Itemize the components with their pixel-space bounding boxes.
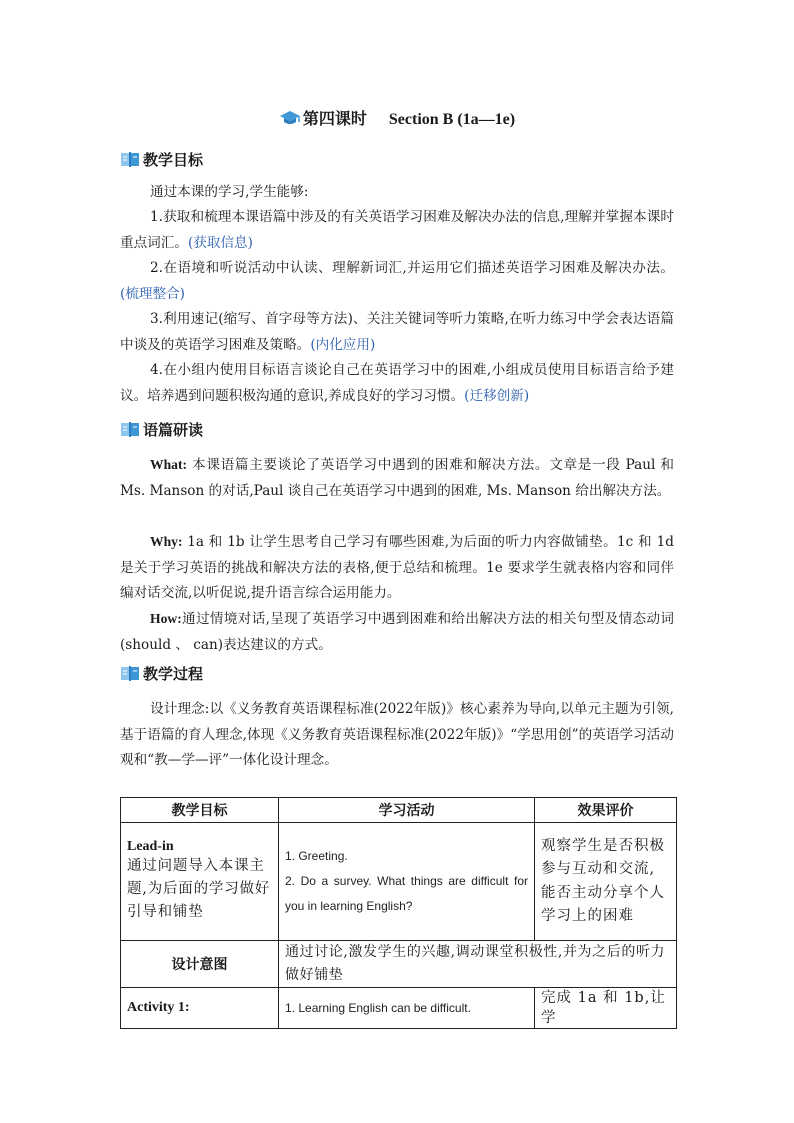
design-purpose-text: 通过讨论,激发学生的兴趣,调动课堂积极性,并为之后的听力做好铺垫 (279, 941, 677, 988)
analysis-why: Why: 1a 和 1b 让学生思考自己学习有哪些困难,为后面的听力内容做铺垫。1c 和 1d 是关于学习英语的挑战和解决方法的表格,便于总结和梳理。1e 要求学生就表格内容和同伴编对话交流,以听促说,提升语言综合运用能力。 (120, 534, 674, 602)
lead-in-activities-cell (279, 823, 535, 941)
goal-tag: (迁移创新) (464, 387, 530, 404)
table-row (121, 988, 677, 1029)
section-heading-goals (120, 148, 203, 170)
goal-item-1: 1.获取和梳理本课语篇中涉及的有关英语学习困难及解决办法的信息,理解并掌握本课时重点词汇。(获取信息) (120, 209, 674, 251)
book-icon (120, 150, 140, 168)
table-header-row (121, 798, 677, 823)
goal-item-4: 4.在小组内使用目标语言谈论自己在英语学习中的困难,小组成员使用目标语言给予建议。培养遇到问题积极沟通的意识,养成良好的学习习惯。(迁移创新) (120, 362, 674, 404)
goals-intro: 通过本课的学习,学生能够: (150, 184, 309, 200)
section-title: 教学目标 (143, 150, 204, 169)
table-header-cell: 学习活动 (279, 798, 535, 823)
table-row (121, 941, 677, 988)
goal-tag: (获取信息) (187, 234, 253, 251)
design-concept: 设计理念:以《义务教育英语课程标准(2022年版)》核心素养为导向,以单元主题为引领,基于语篇的育人理念,体现《义务教育英语课程标准(2022年版)》“学思用创”的英语学习活动观和“教—学—评”一体化设计理念。 (120, 701, 674, 769)
activity-item: 1. Learning English can be difficult. (279, 988, 535, 1029)
analysis-what: What: 本课语篇主要谈论了英语学习中遇到的困难和解决方法。文章是一段 Paul 和 Ms. Manson 的对话,Paul 谈自己在英语学习中遇到的困难, Ms. Manson 给出解决方法。 (120, 457, 674, 499)
activity-item: 1. Greeting. (285, 849, 348, 863)
lead-in-goal: 通过问题导入本课主题,为后面的学习做好引导和铺垫 (127, 858, 271, 920)
table-row (121, 823, 677, 941)
section-heading-process (120, 662, 203, 684)
goal-item-2: 2.在语境和听说活动中认读、理解新词汇,并运用它们描述英语学习困难及解决办法。(梳理整合) (120, 260, 674, 302)
activity-title: Activity 1: (121, 988, 279, 1029)
lesson-title (0, 106, 794, 130)
goal-item-3: 3.利用速记(缩写、首字母等方法)、关注关键词等听力策略,在听力练习中学会表达语篇中谈及的英语学习困难及策略。(内化应用) (120, 311, 674, 353)
design-purpose-label: 设计意图 (121, 941, 279, 988)
analysis-how: How:通过情境对话,呈现了英语学习中遇到困难和给出解决方法的相关句型及情态动词(should 、 can)表达建议的方式。 (120, 611, 674, 653)
activity-evaluation: 完成 1a 和 1b,让学 (535, 988, 677, 1029)
lead-in-evaluation-cell: 观察学生是否积极参与互动和交流,能否主动分享个人学习上的困难 (535, 823, 677, 941)
lesson-label: 第四课时 (302, 109, 367, 128)
book-icon (120, 664, 140, 682)
lead-in-goal-cell (121, 823, 279, 941)
graduation-cap-icon (279, 110, 301, 130)
activity-item: 2. Do a survey. What things are difficult for you in learning English? (285, 874, 528, 913)
goal-tag: (梳理整合) (120, 285, 185, 302)
lesson-plan-table (120, 797, 677, 1029)
table-header-cell: 教学目标 (121, 798, 279, 823)
goal-tag: (内化应用) (310, 336, 376, 353)
section-label: Section B (1a—1e) (388, 111, 516, 128)
section-title: 语篇研读 (143, 420, 204, 439)
lead-in-title: Lead-in (127, 839, 174, 854)
section-title: 教学过程 (143, 664, 204, 683)
table-header-cell: 效果评价 (535, 798, 677, 823)
book-icon (120, 420, 140, 438)
section-heading-analysis (120, 418, 203, 440)
